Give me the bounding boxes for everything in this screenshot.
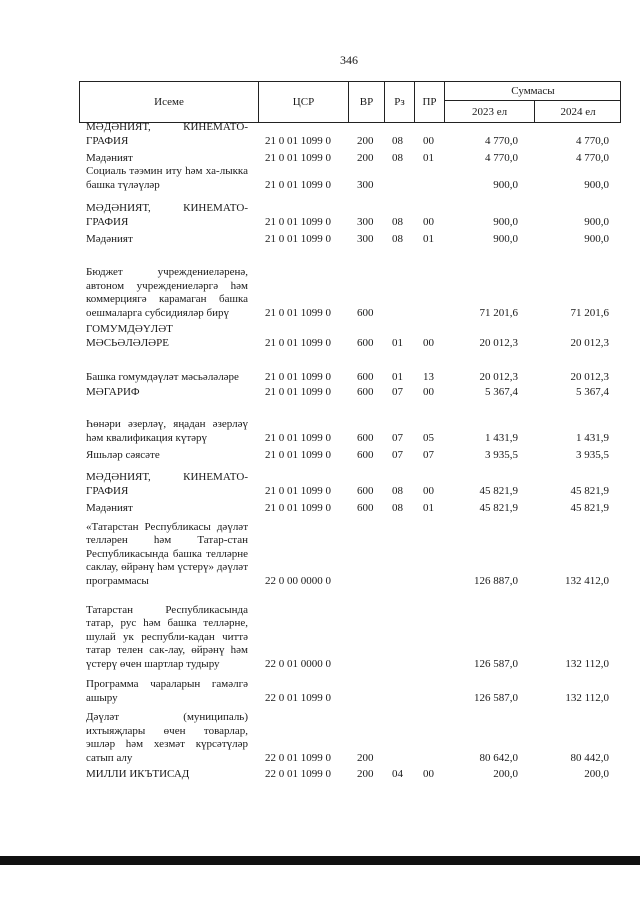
row-sum-2024: 20 012,3 [570, 336, 609, 349]
row-sum-2024: 900,0 [584, 215, 609, 228]
row-vr: 300 [357, 232, 374, 245]
row-name: Программа чараларын гамәлгә ашыру [86, 678, 248, 704]
row-rz: 08 [392, 215, 403, 228]
row-name: Социаль тәэмин иту һәм ха-лыкка башка түләүләр [86, 165, 248, 191]
row-sum-2024: 5 367,4 [576, 385, 609, 398]
header-sums: Суммасы [444, 82, 621, 101]
row-vr: 200 [357, 767, 374, 780]
row-name: Татарстан Республикасында татар, рус һәм башка телләрне, шулай ук республи-кадан читтә татар телен сак-лау, өйрәнү һәм үстерү өчен шартлар тудыру [86, 603, 248, 670]
row-name: МӘГАРИФ [86, 385, 140, 398]
row-name: Һөнәри әзерләү, яңадан әзерләү һәм квалификация күтәрү [86, 418, 248, 444]
row-csr: 21 0 01 1099 0 [265, 151, 331, 164]
row-sum-2024: 900,0 [584, 232, 609, 245]
row-pr: 01 [423, 232, 434, 245]
page-number: 346 [340, 53, 358, 67]
row-rz: 04 [392, 767, 403, 780]
header-rz: Рз [384, 82, 414, 122]
row-sum-2023: 20 012,3 [479, 370, 518, 383]
row-sum-2023: 1 431,9 [485, 431, 518, 444]
row-pr: 00 [423, 134, 434, 147]
row-csr: 21 0 01 1099 0 [265, 134, 331, 147]
row-sum-2023: 4 770,0 [485, 151, 518, 164]
row-name: Мәдәният [86, 151, 133, 164]
row-csr: 21 0 01 1099 0 [265, 370, 331, 383]
row-name: Мәдәният [86, 501, 133, 514]
row-sum-2024: 45 821,9 [570, 501, 609, 514]
row-name: ГОМУМДӘҮЛӘТ МӘСЬӘЛӘЛӘРЕ [86, 323, 173, 349]
row-csr: 22 0 01 1099 0 [265, 767, 331, 780]
row-vr: 600 [357, 448, 374, 461]
row-pr: 07 [423, 448, 434, 461]
row-sum-2024: 900,0 [584, 178, 609, 191]
row-name: МИЛЛИ ИКЪТИСАД [86, 767, 190, 780]
row-csr: 21 0 01 1099 0 [265, 232, 331, 245]
row-name: «Татарстан Республикасы дәүләт телләрен һәм Татар-стан Республикасында башка телләрне саклау, өйрәнү һәм үстерү» дәүләт программасы [86, 520, 248, 587]
row-csr: 22 0 01 1099 0 [265, 691, 331, 704]
row-name: Башка гомумдәүләт мәсьәләләре [86, 370, 239, 383]
row-rz: 08 [392, 501, 403, 514]
row-csr: 21 0 01 1099 0 [265, 306, 331, 319]
row-pr: 01 [423, 151, 434, 164]
row-pr: 00 [423, 215, 434, 228]
header-name: Исеме [154, 96, 184, 108]
row-name: МӘДӘНИЯТ, КИНЕМАТО-ГРАФИЯ [86, 121, 248, 147]
row-sum-2024: 200,0 [584, 767, 609, 780]
row-csr: 21 0 01 1099 0 [265, 448, 331, 461]
row-csr: 21 0 01 1099 0 [265, 385, 331, 398]
row-rz: 07 [392, 448, 403, 461]
row-csr: 22 0 01 0000 0 [265, 657, 331, 670]
row-sum-2023: 4 770,0 [485, 134, 518, 147]
row-csr: 21 0 01 1099 0 [265, 178, 331, 191]
row-rz: 08 [392, 134, 403, 147]
row-csr: 21 0 01 1099 0 [265, 431, 331, 444]
row-vr: 600 [357, 370, 374, 383]
header-pr: ПР [414, 82, 444, 122]
row-sum-2023: 900,0 [493, 178, 518, 191]
row-sum-2023: 20 012,3 [479, 336, 518, 349]
row-sum-2024: 132 112,0 [565, 691, 609, 704]
row-vr: 200 [357, 151, 374, 164]
row-csr: 21 0 01 1099 0 [265, 336, 331, 349]
row-sum-2023: 3 935,5 [485, 448, 518, 461]
row-rz: 07 [392, 385, 403, 398]
row-sum-2023: 126 587,0 [474, 691, 518, 704]
row-sum-2024: 45 821,9 [570, 484, 609, 497]
row-sum-2024: 4 770,0 [576, 151, 609, 164]
row-rz: 01 [392, 370, 403, 383]
row-sum-2024: 4 770,0 [576, 134, 609, 147]
row-vr: 600 [357, 431, 374, 444]
row-sum-2023: 45 821,9 [479, 501, 518, 514]
row-vr: 600 [357, 501, 374, 514]
row-sum-2023: 126 587,0 [474, 657, 518, 670]
row-sum-2024: 80 442,0 [570, 751, 609, 764]
row-rz: 08 [392, 232, 403, 245]
header-year-2024: 2024 ел [534, 101, 621, 122]
row-sum-2023: 45 821,9 [479, 484, 518, 497]
row-sum-2023: 80 642,0 [479, 751, 518, 764]
row-vr: 600 [357, 336, 374, 349]
bottom-scan-border [0, 856, 640, 865]
header-csr: ЦСР [258, 82, 348, 122]
row-name: МӘДӘНИЯТ, КИНЕМАТО-ГРАФИЯ [86, 202, 248, 228]
row-sum-2023: 900,0 [493, 232, 518, 245]
row-vr: 600 [357, 484, 374, 497]
row-pr: 01 [423, 501, 434, 514]
row-rz: 01 [392, 336, 403, 349]
row-pr: 13 [423, 370, 434, 383]
row-name: МӘДӘНИЯТ, КИНЕМАТО-ГРАФИЯ [86, 471, 248, 497]
header-year-2023: 2023 ел [444, 101, 534, 122]
row-sum-2023: 900,0 [493, 215, 518, 228]
row-sum-2023: 126 887,0 [474, 574, 518, 587]
row-sum-2024: 71 201,6 [570, 306, 609, 319]
row-sum-2024: 132 412,0 [565, 574, 609, 587]
header-vr: ВР [348, 82, 384, 122]
row-pr: 00 [423, 484, 434, 497]
row-pr: 00 [423, 767, 434, 780]
row-rz: 08 [392, 484, 403, 497]
row-sum-2023: 71 201,6 [479, 306, 518, 319]
row-sum-2023: 200,0 [493, 767, 518, 780]
row-name: Мәдәният [86, 232, 133, 245]
row-pr: 00 [423, 385, 434, 398]
row-vr: 600 [357, 385, 374, 398]
row-name: Яшьләр сәясәте [86, 448, 160, 461]
row-csr: 22 0 00 0000 0 [265, 574, 331, 587]
row-vr: 300 [357, 215, 374, 228]
row-sum-2023: 5 367,4 [485, 385, 518, 398]
row-pr: 05 [423, 431, 434, 444]
row-vr: 600 [357, 306, 374, 319]
row-csr: 21 0 01 1099 0 [265, 501, 331, 514]
row-vr: 200 [357, 751, 374, 764]
row-name: Дәүләт (муниципаль) ихтыяҗлары өчен товарлар, эшләр һәм хезмәт күрсәтүләр сатып алу [86, 711, 248, 764]
row-csr: 22 0 01 1099 0 [265, 751, 331, 764]
row-sum-2024: 132 112,0 [565, 657, 609, 670]
row-sum-2024: 3 935,5 [576, 448, 609, 461]
row-name: Бюджет учреждениеләренә, автоном учреждениеләргә һәм коммерциягә карамаган башка оешмаларга субсидияләр бирү [86, 266, 248, 319]
row-sum-2024: 1 431,9 [576, 431, 609, 444]
row-csr: 21 0 01 1099 0 [265, 484, 331, 497]
row-vr: 300 [357, 178, 374, 191]
row-rz: 08 [392, 151, 403, 164]
row-vr: 200 [357, 134, 374, 147]
row-pr: 00 [423, 336, 434, 349]
row-csr: 21 0 01 1099 0 [265, 215, 331, 228]
row-sum-2024: 20 012,3 [570, 370, 609, 383]
row-rz: 07 [392, 431, 403, 444]
